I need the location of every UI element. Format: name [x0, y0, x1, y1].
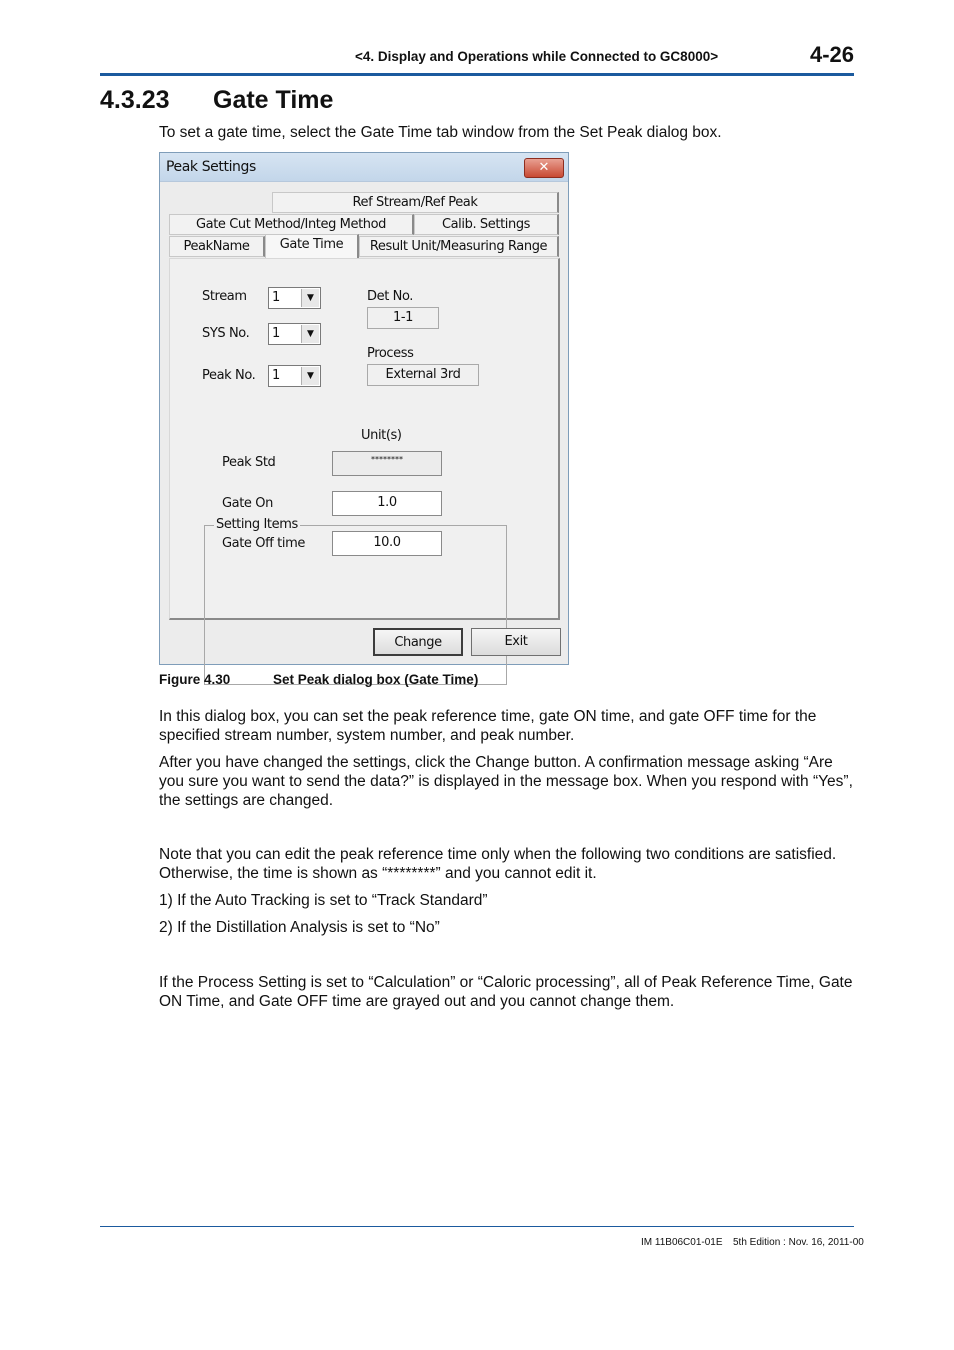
sys-no-dropdown[interactable]	[268, 323, 321, 345]
figure-number: Figure 4.30	[159, 672, 231, 687]
tab-result-unit[interactable]: Result Unit/Measuring Range	[359, 236, 559, 257]
paragraph: After you have changed the settings, click the Change button. A confirmation message asking “Are you sure you want to send the data?” is displayed in the message box. When you respond with “Yes”, the settings are changed.	[159, 754, 853, 809]
peak-no-label: Peak No.	[202, 368, 256, 383]
stream-value: 1	[272, 290, 280, 305]
chevron-down-icon[interactable]: ▼	[301, 289, 319, 307]
page-number: 4-26	[809, 42, 854, 67]
intro-paragraph: To set a gate time, select the Gate Time tab window from the Set Peak dialog box.	[159, 124, 722, 141]
tab-gate-time[interactable]: Gate Time	[265, 234, 359, 258]
tab-gate-cut-method[interactable]: Gate Cut Method/Integ Method	[169, 214, 414, 235]
list-item: 2) If the Distillation Analysis is set to “No”	[159, 919, 440, 936]
gate-off-input[interactable]: 10.0	[332, 531, 442, 556]
list-item: 1) If the Auto Tracking is set to “Track Standard”	[159, 892, 488, 909]
document-id: IM 11B06C01-01E	[641, 1237, 723, 1248]
footer-rule	[100, 1226, 854, 1227]
edition: 5th Edition : Nov. 16, 2011-00	[733, 1237, 864, 1248]
paragraph: In this dialog box, you can set the peak reference time, gate ON time, and gate OFF time for the specified stream number, system number, and peak number.	[159, 708, 817, 744]
unit-header: Unit(s)	[361, 428, 402, 443]
peak-settings-dialog	[159, 152, 569, 665]
peak-no-dropdown[interactable]	[268, 365, 321, 387]
chapter-header: <4. Display and Operations while Connected to GC8000>	[355, 49, 719, 64]
stream-dropdown[interactable]	[268, 287, 321, 309]
tab-calib-settings[interactable]: Calib. Settings	[414, 214, 559, 235]
dialog-title-bar	[160, 153, 568, 182]
gate-time-panel	[169, 258, 560, 620]
paragraph: Note that you can edit the peak reference time only when the following two conditions are satisfied. Otherwise, the time is shown as “********” and you cannot edit it.	[159, 846, 837, 882]
chevron-down-icon[interactable]: ▼	[301, 367, 319, 385]
tab-ref-stream-ref-peak[interactable]: Ref Stream/Ref Peak	[272, 192, 559, 213]
peak-std-label: Peak Std	[222, 455, 276, 470]
change-button[interactable]: Change	[373, 628, 463, 656]
process-label: Process	[367, 346, 414, 361]
setting-items-title: Setting Items	[216, 517, 298, 532]
exit-button[interactable]: Exit	[471, 628, 561, 656]
dialog-title: Peak Settings	[166, 159, 256, 175]
figure-caption: Set Peak dialog box (Gate Time)	[273, 672, 479, 687]
peak-std-field: ********	[332, 451, 442, 476]
det-no-label: Det No.	[367, 289, 414, 304]
close-button[interactable]: ✕	[524, 158, 564, 178]
sys-no-label: SYS No.	[202, 326, 250, 341]
stream-label: Stream	[202, 289, 247, 304]
sys-no-value: 1	[272, 326, 280, 341]
chevron-down-icon[interactable]: ▼	[301, 325, 319, 343]
gate-on-label: Gate On	[222, 496, 273, 511]
header-rule	[100, 73, 854, 76]
gate-off-label: Gate Off time	[222, 536, 305, 551]
peak-no-value: 1	[272, 368, 280, 383]
section-number: 4.3.23	[100, 86, 170, 114]
process-field: External 3rd	[367, 364, 479, 386]
section-title: Gate Time	[213, 86, 334, 114]
det-no-field: 1-1	[367, 307, 439, 329]
tab-peakname[interactable]: PeakName	[169, 236, 265, 257]
paragraph: If the Process Setting is set to “Calculation” or “Caloric processing”, all of Peak Reference Time, Gate ON Time, and Gate OFF time are grayed out and you cannot change them.	[159, 974, 853, 1010]
gate-on-input[interactable]: 1.0	[332, 491, 442, 516]
